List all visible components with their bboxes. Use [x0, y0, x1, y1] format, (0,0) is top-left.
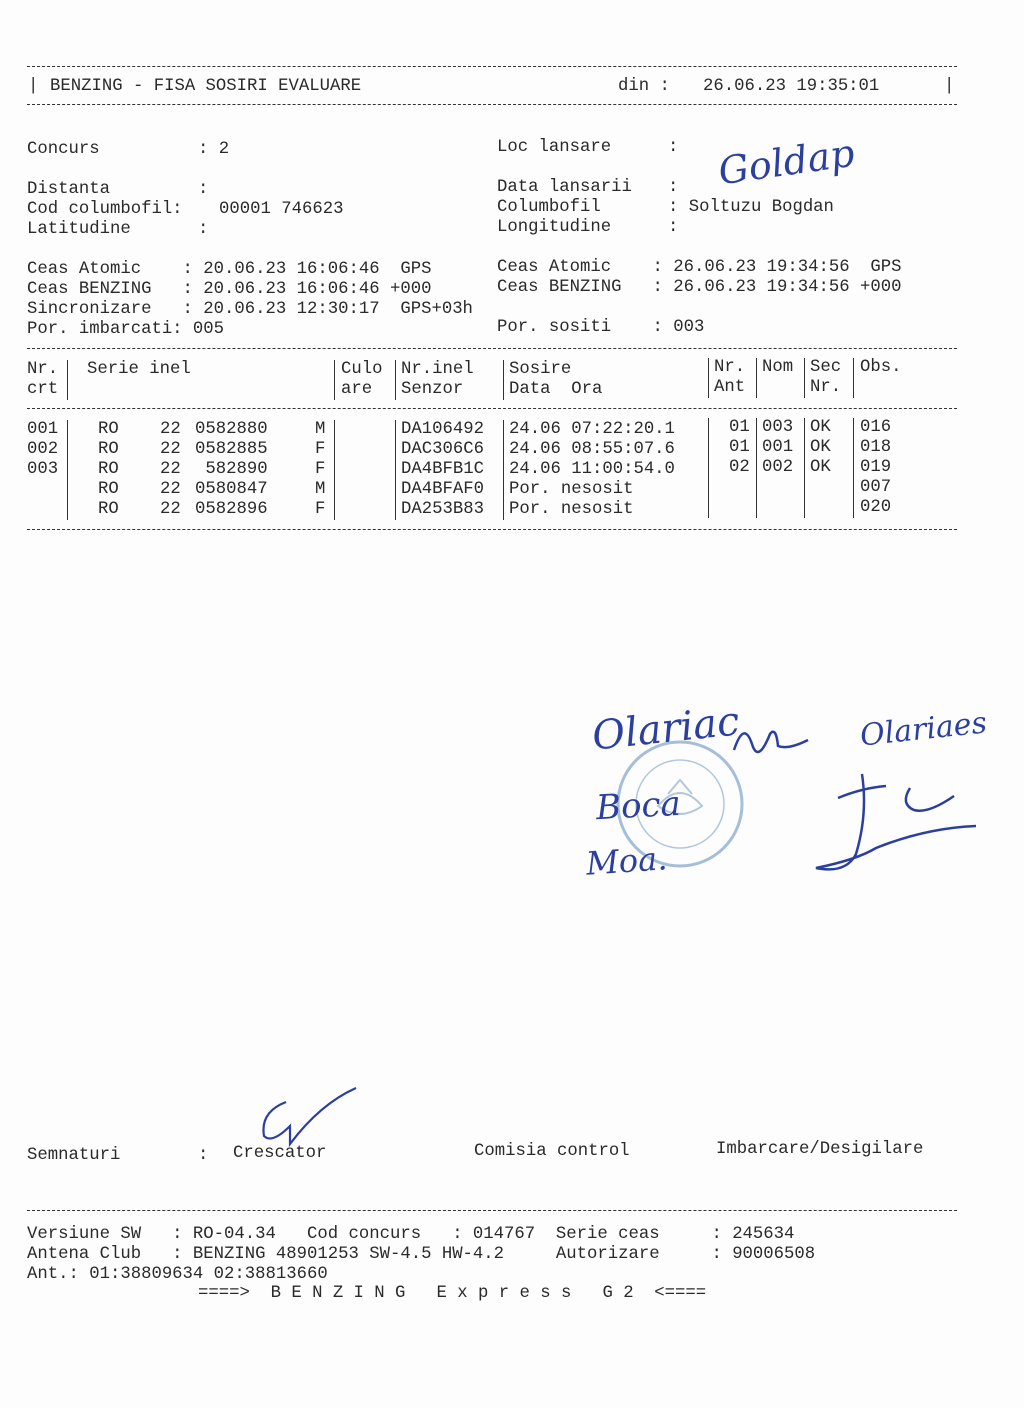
col-culoare-header: Culo: [341, 360, 383, 379]
row-sec: OK: [810, 438, 831, 457]
vsep-senzor: [503, 360, 504, 400]
col-ant-header-2: Ant: [714, 378, 746, 397]
row-sex: M: [315, 420, 326, 439]
footer-top-rule: [27, 1210, 957, 1211]
vsep-serie: [334, 360, 335, 400]
crescator-signature-scribble: [250, 1086, 360, 1148]
signature-stamp-text-3: Moa.: [584, 839, 669, 883]
table-header-rule: [27, 408, 957, 409]
vsep-nom: [804, 358, 805, 398]
col-sec-header-2: Nr.: [810, 378, 842, 397]
row-year: 22: [160, 440, 181, 459]
loc-lansare-handwritten: Goldap: [715, 130, 858, 194]
row-nr: 001: [27, 420, 59, 439]
row-sosire: Por. nesosit: [509, 500, 634, 519]
signature-scribble-1: [730, 720, 820, 770]
row-senzor: DA4BFB1C: [401, 460, 484, 479]
vsep-nr: [67, 360, 68, 400]
row-obs: 018: [860, 438, 892, 457]
row-nom: 003: [762, 418, 794, 437]
loc-lansare-label: Loc lansare: [497, 138, 612, 157]
vsep-sec-body: [853, 418, 854, 518]
row-sosire: Por. nesosit: [509, 480, 634, 499]
footer-brand: ====> B E N Z I N G E x p r e s s G 2 <====: [198, 1284, 707, 1303]
row-ring: 0582880: [195, 420, 268, 439]
row-nr: 002: [27, 440, 59, 459]
row-sex: F: [315, 440, 326, 459]
vsep-nr-body: [67, 420, 68, 520]
header-left-bar: |: [28, 77, 39, 96]
header-date-value: 26.06.23 19:35:01: [703, 77, 880, 96]
loc-lansare-value: :: [668, 138, 679, 157]
row-ant: 02: [729, 458, 750, 477]
distanta-label: Distanta: [27, 180, 110, 199]
row-year: 22: [160, 420, 181, 439]
col-nom-header: Nom: [762, 358, 794, 377]
row-ant: 01: [729, 418, 750, 437]
row-sex: M: [315, 480, 326, 499]
row-obs: 020: [860, 498, 892, 517]
vsep-serie-body: [334, 420, 335, 520]
ceas-benzing-end: Ceas BENZING : 26.06.23 19:34:56 +000: [497, 278, 902, 297]
longitudine-value: :: [668, 218, 679, 237]
col-senzor-header: Nr.inel: [401, 360, 474, 379]
row-senzor: DA106492: [401, 420, 484, 439]
col-sec-header: Sec: [810, 358, 842, 377]
ceas-benzing-start: Ceas BENZING : 20.06.23 16:06:46 +000: [27, 280, 432, 299]
latitudine-value: :: [198, 220, 209, 239]
row-country: RO: [98, 420, 119, 439]
vsep-sec: [853, 358, 854, 398]
col-ant-header: Nr.: [714, 358, 746, 377]
signature-right-name: Olariaes: [858, 705, 989, 754]
col-nr-header: Nr.: [27, 360, 59, 379]
row-ring: 0580847: [195, 480, 268, 499]
signature-stamp-text-1: Olariac: [590, 698, 742, 760]
comisia-control-label: Comisia control: [474, 1142, 630, 1161]
row-ring: 0582896: [195, 500, 268, 519]
table-bottom-rule: [27, 529, 957, 530]
row-nom: 002: [762, 458, 794, 477]
row-country: RO: [98, 440, 119, 459]
footer-antena: Antena Club : BENZING 48901253 SW-4.5 HW-4.2 Autorizare : 90006508: [27, 1245, 816, 1264]
vsep-ant: [756, 358, 757, 398]
row-year: 22: [160, 480, 181, 499]
cod-columbofil-value: 00001 746623: [219, 200, 344, 219]
vsep-sosire-body: [708, 418, 709, 518]
row-sex: F: [315, 460, 326, 479]
header-date-label: din :: [618, 77, 670, 96]
row-country: RO: [98, 500, 119, 519]
vsep-nom-body: [804, 418, 805, 518]
signature-stamp-text-2: Boca: [595, 783, 682, 829]
col-obs-header: Obs.: [860, 358, 902, 377]
columbofil-value: : Soltuzu Bogdan: [668, 198, 834, 217]
row-nr: 003: [27, 460, 59, 479]
sincronizare: Sincronizare : 20.06.23 12:30:17 GPS+03h: [27, 300, 473, 319]
col-serie-header: Serie inel: [87, 360, 191, 379]
vsep-culoare: [395, 360, 396, 400]
vsep-culoare-body: [395, 420, 396, 520]
col-nr-header-2: crt: [27, 380, 59, 399]
row-sosire: 24.06 07:22:20.1: [509, 420, 675, 439]
row-ant: 01: [729, 438, 750, 457]
cod-columbofil-label: Cod columbofil:: [27, 200, 183, 219]
row-senzor: DA4BFAF0: [401, 480, 484, 499]
row-country: RO: [98, 460, 119, 479]
table-top-rule: [27, 348, 957, 349]
footer-versiune: Versiune SW : RO-04.34 Cod concurs : 014767 Serie ceas : 245634: [27, 1225, 795, 1244]
ceas-atomic-start: Ceas Atomic : 20.06.23 16:06:46 GPS: [27, 260, 432, 279]
row-senzor: DA253B83: [401, 500, 484, 519]
semnaturi-colon: :: [198, 1146, 209, 1165]
data-lansarii-label: Data lansarii: [497, 178, 632, 197]
vsep-senzor-body: [503, 420, 504, 520]
row-ring: 582890: [195, 460, 268, 479]
header-right-bar: |: [944, 77, 955, 96]
document-title: BENZING - FISA SOSIRI EVALUARE: [50, 77, 362, 96]
porumbei-sositi: Por. sositi : 003: [497, 318, 705, 337]
data-lansarii-value: :: [668, 178, 679, 197]
row-year: 22: [160, 460, 181, 479]
row-sec: OK: [810, 418, 831, 437]
header-bottom-rule: [27, 104, 957, 105]
row-country: RO: [98, 480, 119, 499]
latitudine-label: Latitudine: [27, 220, 131, 239]
col-sosire-header-2: Data Ora: [509, 380, 603, 399]
concurs-value: : 2: [198, 140, 230, 159]
row-obs: 007: [860, 478, 892, 497]
row-senzor: DAC306C6: [401, 440, 484, 459]
semnaturi-label: Semnaturi: [27, 1146, 121, 1165]
porumbei-imbarcati: Por. imbarcati: 005: [27, 320, 225, 339]
crescator-label: Crescator: [233, 1144, 327, 1163]
row-sosire: 24.06 08:55:07.6: [509, 440, 675, 459]
row-year: 22: [160, 500, 181, 519]
row-nom: 001: [762, 438, 794, 457]
imbarcare-label: Imbarcare/Desigilare: [716, 1140, 924, 1159]
vsep-sosire: [708, 358, 709, 398]
signature-right-scribble: [810, 768, 1000, 888]
longitudine-label: Longitudine: [497, 218, 612, 237]
col-senzor-header-2: Senzor: [401, 380, 464, 399]
row-sex: F: [315, 500, 326, 519]
row-sec: OK: [810, 458, 831, 477]
row-ring: 0582885: [195, 440, 268, 459]
footer-ant: Ant.: 01:38809634 02:38813660: [27, 1265, 328, 1284]
row-obs: 016: [860, 418, 892, 437]
header-top-rule: [27, 66, 957, 67]
row-obs: 019: [860, 458, 892, 477]
col-culoare-header-2: are: [341, 380, 373, 399]
concurs-label: Concurs: [27, 140, 100, 159]
columbofil-label: Columbofil: [497, 198, 601, 217]
vsep-ant-body: [756, 418, 757, 518]
row-sosire: 24.06 11:00:54.0: [509, 460, 675, 479]
ceas-atomic-end: Ceas Atomic : 26.06.23 19:34:56 GPS: [497, 258, 902, 277]
col-sosire-header: Sosire: [509, 360, 572, 379]
distanta-value: :: [198, 180, 209, 199]
